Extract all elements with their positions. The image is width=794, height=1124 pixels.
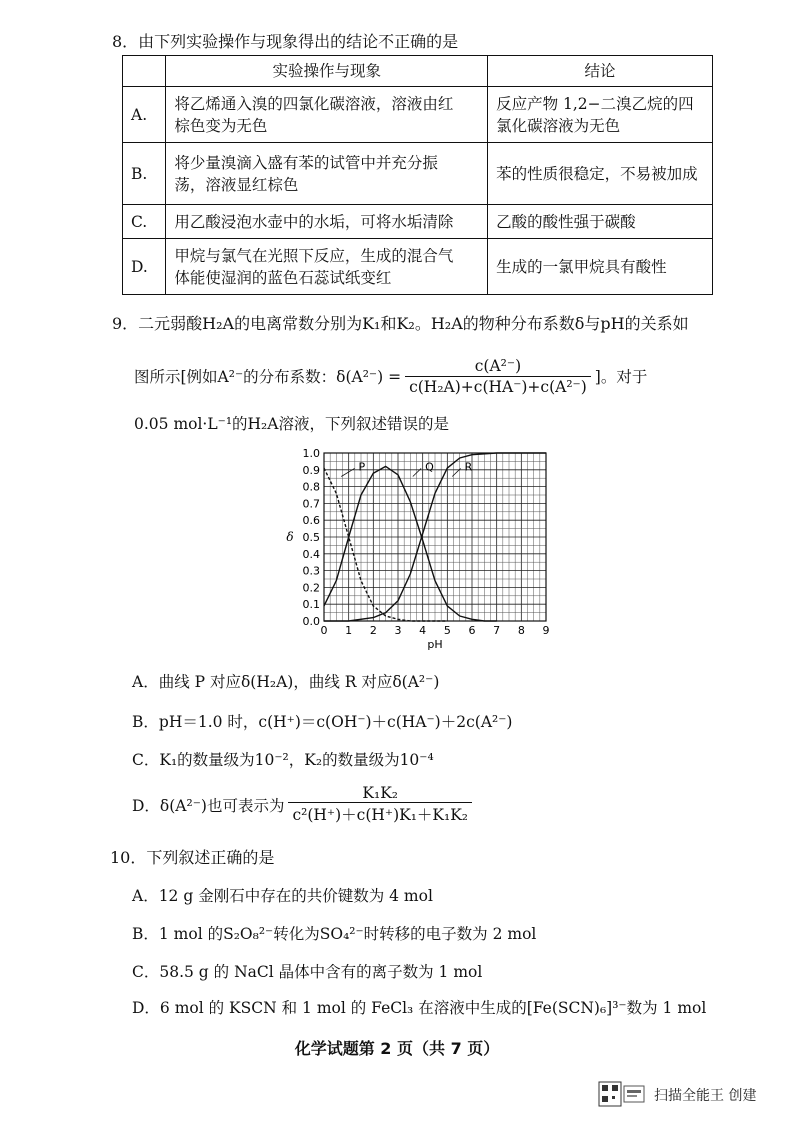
qr-logo-icon <box>598 1080 646 1110</box>
q9-line2-text: 图所示[例如A²⁻的分布系数：δ(A²⁻) = <box>134 367 402 386</box>
x-tick-label: 9 <box>542 624 550 637</box>
option-d-numerator: K₁K₂ <box>288 784 472 803</box>
x-tick-label: 3 <box>394 624 402 637</box>
table-row <box>123 143 713 205</box>
row-conclusion: 苯的性质很稳定，不易被加成 <box>488 143 713 205</box>
q10-option-c: C．58.5 g 的 NaCl 晶体中含有的离子数为 1 mol <box>132 963 483 981</box>
y-tick-label: 1.0 <box>302 447 320 460</box>
question-10-title: 10．下列叙述正确的是 <box>110 848 275 867</box>
row-label: D. <box>123 239 166 295</box>
fraction-denominator: c(H₂A)+c(HA⁻)+c(A²⁻) <box>409 378 587 396</box>
y-tick-label: 0.0 <box>302 615 320 628</box>
experiment-table <box>122 55 713 295</box>
q10-option-b: B．1 mol 的S₂O₈²⁻转化为SO₄²⁻时转移的电子数为 2 mol <box>132 925 537 943</box>
x-tick-label: 7 <box>493 624 501 637</box>
x-tick-label: 4 <box>419 624 427 637</box>
q10-option-d: D．6 mol 的 KSCN 和 1 mol 的 FeCl₃ 在溶液中生成的[Fe(SCN)₆]³⁻数为 1 mol <box>132 999 707 1017</box>
table-header-row <box>123 56 713 87</box>
series-label-p: P <box>358 460 366 474</box>
row-conclusion: 生成的一氯甲烷具有酸性 <box>488 239 713 295</box>
q9-option-c: C．K₁的数量级为10⁻²，K₂的数量级为10⁻⁴ <box>132 751 434 769</box>
row-operation: 将少量溴滴入盛有苯的试管中并充分振 荡，溶液显红棕色 <box>166 143 488 205</box>
header-conclusion: 结论 <box>488 56 713 87</box>
row-conclusion: 反应产物 1,2−二溴乙烷的四 氯化碳溶液为无色 <box>488 87 713 143</box>
y-tick-label: 0.3 <box>302 564 320 578</box>
x-tick-label: 0 <box>320 624 328 637</box>
fraction-numerator: c(A²⁻) <box>405 356 591 377</box>
y-axis-label: δ <box>286 530 294 544</box>
q9-option-b: B．pH＝1.0 时，c(H⁺)＝c(OH⁻)＋c(HA⁻)＋2c(A²⁻) <box>132 713 513 731</box>
y-tick-label: 0.5 <box>302 531 320 544</box>
row-operation: 甲烷与氯气在光照下反应，生成的混合气 体能使湿润的蓝色石蕊试纸变红 <box>166 239 488 295</box>
q9-option-a: A．曲线 P 对应δ(H₂A)，曲线 R 对应δ(A²⁻) <box>132 673 440 691</box>
row-label: B. <box>123 143 166 205</box>
q9-option-d <box>132 784 472 825</box>
row-conclusion: 乙酸的酸性强于碳酸 <box>488 205 713 239</box>
question-9-line3: 0.05 mol·L⁻¹的H₂A溶液，下列叙述错误的是 <box>134 415 449 433</box>
y-tick-label: 0.7 <box>302 497 320 511</box>
scanner-watermark <box>598 1080 756 1110</box>
table-row <box>123 87 713 143</box>
scanner-text: 扫描全能王 创建 <box>654 1088 757 1104</box>
question-9-line1: 9．二元弱酸H₂A的电离常数分别为K₁和K₂。H₂A的物种分布系数δ与pH的关系如 <box>112 314 689 333</box>
header-operations: 实验操作与现象 <box>166 56 488 87</box>
y-tick-label: 0.9 <box>302 463 320 477</box>
x-tick-label: 8 <box>517 624 525 637</box>
y-tick-label: 0.2 <box>302 581 320 595</box>
x-axis-label: pH <box>427 638 443 651</box>
x-tick-label: 6 <box>468 624 476 637</box>
q9-option-d-prefix: D．δ(A²⁻)也可表示为 <box>132 796 285 815</box>
q10-option-a: A．12 g 金刚石中存在的共价键数为 4 mol <box>132 887 433 905</box>
page-footer: 化学试题第 2 页（共 7 页） <box>294 1039 500 1058</box>
y-tick-label: 0.8 <box>302 480 320 494</box>
distribution-fraction <box>405 356 591 397</box>
y-tick-label: 0.6 <box>302 514 320 528</box>
question-9-line2 <box>134 356 647 397</box>
question-8-title: 8．由下列实验操作与现象得出的结论不正确的是 <box>112 32 459 51</box>
row-label: C. <box>123 205 166 239</box>
q9-line2-tail: ]。对于 <box>594 367 648 386</box>
table-row <box>123 239 713 295</box>
x-tick-label: 2 <box>369 624 377 637</box>
row-operation: 将乙烯通入溴的四氯化碳溶液，溶液由红 棕色变为无色 <box>166 87 488 143</box>
distribution-chart <box>280 445 570 665</box>
y-tick-label: 0.1 <box>302 598 320 612</box>
series-label-q: Q <box>425 460 434 474</box>
y-tick-label: 0.4 <box>302 547 320 561</box>
header-blank-cell <box>123 56 166 87</box>
row-label: A. <box>123 87 166 143</box>
option-d-fraction <box>288 784 472 825</box>
option-d-denominator: c²(H⁺)＋c(H⁺)K₁＋K₁K₂ <box>292 806 468 824</box>
table-row <box>123 205 713 239</box>
x-tick-label: 1 <box>345 624 353 637</box>
series-label-r: R <box>464 460 473 474</box>
row-operation: 用乙酸浸泡水壶中的水垢，可将水垢清除 <box>166 205 488 239</box>
x-tick-label: 5 <box>443 624 451 637</box>
